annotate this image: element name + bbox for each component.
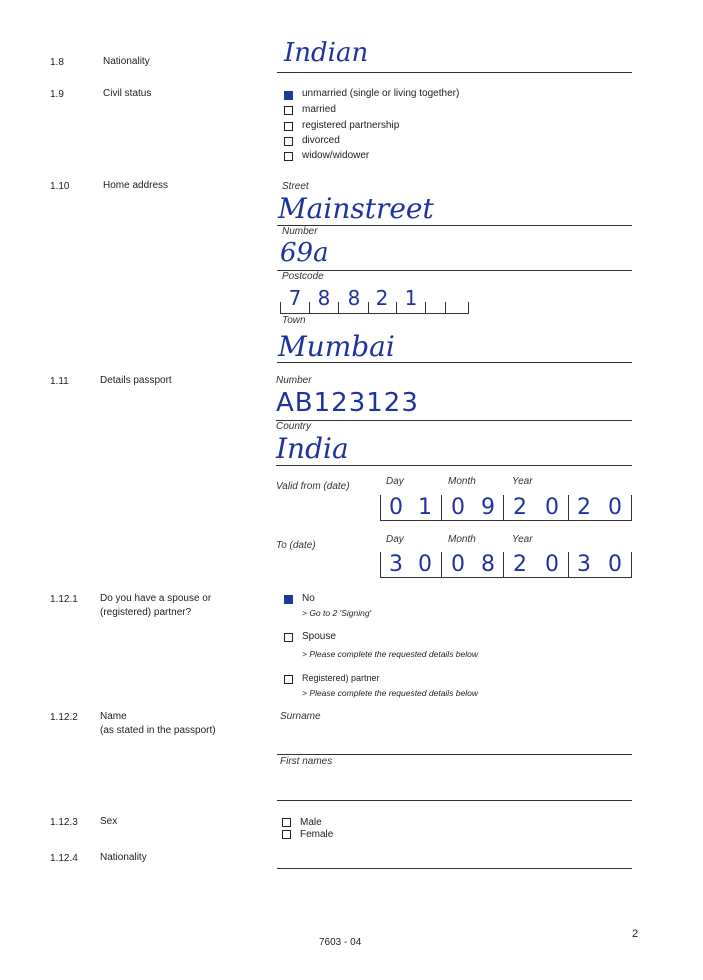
checkbox-married[interactable] xyxy=(284,106,293,115)
valid-from-digit: 2 xyxy=(577,495,591,520)
section-number: 1.11 xyxy=(50,376,69,387)
checkbox-no-partner[interactable] xyxy=(284,595,293,604)
checkbox-unmarried[interactable] xyxy=(284,91,293,100)
section-number: 1.8 xyxy=(50,57,64,68)
nationality-label: Nationality xyxy=(103,56,150,67)
country-label: Country xyxy=(276,421,312,432)
to-date-boxes[interactable] xyxy=(380,552,632,578)
nationality-value[interactable]: Indian xyxy=(284,38,369,68)
month-label: Month xyxy=(448,476,476,487)
page-number: 2 xyxy=(632,928,639,940)
to-digit: 0 xyxy=(418,552,432,577)
to-digit: 0 xyxy=(545,552,559,577)
section-number: 1.12.2 xyxy=(50,712,78,723)
to-digit: 3 xyxy=(577,552,591,577)
country-value[interactable]: India xyxy=(276,432,349,465)
valid-from-digit: 0 xyxy=(545,495,559,520)
section-number: 1.12.1 xyxy=(50,594,78,605)
postcode-digit: 1 xyxy=(404,286,418,310)
address-number-underline xyxy=(277,270,632,271)
street-value[interactable]: Mainstreet xyxy=(278,192,434,225)
to-digit: 3 xyxy=(389,552,403,577)
option-registered-partner: Registered) partner xyxy=(302,673,380,683)
valid-from-label: Valid from (date) xyxy=(276,481,350,492)
option-no-partner: No xyxy=(302,593,315,604)
valid-from-digit: 0 xyxy=(389,495,403,520)
checkbox-registered-partner[interactable] xyxy=(284,675,293,684)
to-digit: 0 xyxy=(608,552,622,577)
section-number: 1.9 xyxy=(50,89,64,100)
to-digit: 0 xyxy=(451,552,465,577)
passport-label: Details passport xyxy=(100,375,172,386)
country-underline xyxy=(276,465,632,466)
partner-name-hint: (as stated in the passport) xyxy=(100,725,216,736)
town-value[interactable]: Mumbai xyxy=(278,330,395,363)
day-label: Day xyxy=(386,476,404,487)
passport-number-underline xyxy=(276,420,632,421)
partner-question-line1: Do you have a spouse or xyxy=(100,593,212,604)
checkbox-divorced[interactable] xyxy=(284,137,293,146)
valid-from-digit: 0 xyxy=(608,495,622,520)
day-label: Day xyxy=(386,534,404,545)
postcode-label: Postcode xyxy=(282,271,324,282)
address-number-value[interactable]: 69a xyxy=(280,238,329,268)
postcode-boxes[interactable] xyxy=(280,286,470,314)
home-address-label: Home address xyxy=(103,180,169,191)
town-label: Town xyxy=(282,315,306,326)
surname-label: Surname xyxy=(280,711,321,722)
section-number: 1.12.4 xyxy=(50,853,78,864)
option-divorced: divorced xyxy=(302,135,340,146)
to-digit: 2 xyxy=(513,552,527,577)
option-unmarried: unmarried (single or living together) xyxy=(302,88,460,99)
checkbox-male[interactable] xyxy=(282,818,291,827)
street-label: Street xyxy=(282,181,309,192)
option-married: married xyxy=(302,104,336,115)
partner-nationality-label: Nationality xyxy=(100,852,147,863)
form-code: 7603 - 04 xyxy=(319,937,362,948)
section-number: 1.10 xyxy=(50,181,70,192)
year-label: Year xyxy=(512,534,533,545)
passport-number-value[interactable]: AB123123 xyxy=(276,388,419,418)
town-underline xyxy=(277,362,632,363)
note-complete-details: > Please complete the requested details below xyxy=(302,688,479,698)
valid-from-digit: 9 xyxy=(481,495,495,520)
street-underline xyxy=(277,225,632,226)
note-go-to-signing: > Go to 2 'Signing' xyxy=(302,608,372,618)
to-date-label: To (date) xyxy=(276,540,316,551)
passport-number-label: Number xyxy=(276,375,312,386)
option-female: Female xyxy=(300,829,334,840)
partner-nationality-input-line[interactable] xyxy=(277,868,632,869)
address-number-label: Number xyxy=(282,226,318,237)
section-number: 1.12.3 xyxy=(50,817,78,828)
option-spouse: Spouse xyxy=(302,631,336,642)
checkbox-female[interactable] xyxy=(282,830,291,839)
surname-input-line[interactable] xyxy=(277,754,632,755)
first-names-input-line[interactable] xyxy=(277,800,632,801)
valid-from-digit: 2 xyxy=(513,495,527,520)
postcode-digit: 7 xyxy=(288,286,302,310)
note-complete-details: > Please complete the requested details below xyxy=(302,649,479,659)
sex-label: Sex xyxy=(100,816,118,827)
first-names-label: First names xyxy=(280,756,333,767)
postcode-digit: 8 xyxy=(347,286,361,310)
civil-status-label: Civil status xyxy=(103,88,152,99)
valid-from-digit: 1 xyxy=(418,495,432,520)
postcode-digit: 8 xyxy=(317,286,331,310)
to-digit: 8 xyxy=(481,552,495,577)
valid-from-date-boxes[interactable] xyxy=(380,495,632,521)
option-male: Male xyxy=(300,817,322,828)
option-registered-partnership: registered partnership xyxy=(302,120,400,131)
month-label: Month xyxy=(448,534,476,545)
checkbox-widow[interactable] xyxy=(284,152,293,161)
checkbox-registered-partnership[interactable] xyxy=(284,122,293,131)
checkbox-spouse[interactable] xyxy=(284,633,293,642)
option-widow: widow/widower xyxy=(302,150,370,161)
partner-question-line2: (registered) partner? xyxy=(100,607,192,618)
year-label: Year xyxy=(512,476,533,487)
partner-name-label: Name xyxy=(100,711,127,722)
postcode-digit: 2 xyxy=(375,286,389,310)
nationality-underline xyxy=(277,72,632,73)
valid-from-digit: 0 xyxy=(451,495,465,520)
